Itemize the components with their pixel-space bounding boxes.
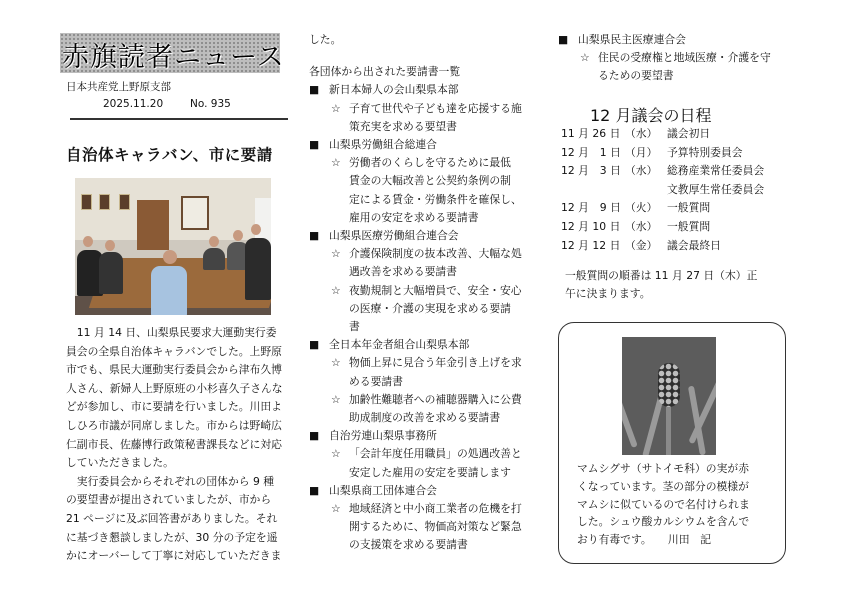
article-line: 市でも、県民大運動実行委員会から津布久博 <box>66 363 282 377</box>
request-item-line: 賃金の大幅改善と公契約条例の制 <box>349 174 511 188</box>
square-bullet-icon: ■ <box>309 229 320 243</box>
request-list-heading: 各団体から出された要請書一覧 <box>309 65 461 79</box>
square-bullet-icon: ■ <box>309 138 320 152</box>
schedule-row: 12 月 3 日 （水） 総務産業常任委員会 <box>561 164 765 178</box>
star-bullet-icon: ☆ <box>331 101 341 115</box>
article-line: 人さん、新婦人上野原班の小杉喜久子さんな <box>66 381 283 395</box>
nature-caption-line: した。シュウ酸カルシウムを含んで <box>577 515 750 529</box>
article-line: の要望書が提出されていましたが、市から <box>66 493 272 507</box>
request-item-line: の医療・介護の実現を求める要請 <box>349 301 511 315</box>
star-bullet-icon: ☆ <box>331 283 341 297</box>
request-org: ■ 山梨県医療労働組合連合会 <box>309 227 522 245</box>
request-column-right <box>558 31 771 86</box>
request-org: ■ 全日本年金者組合山梨県本部 <box>309 336 522 354</box>
request-item: ☆ 労働者のくらしを守るために最低 <box>309 154 522 172</box>
square-bullet-icon: ■ <box>309 338 320 352</box>
schedule-row: 11 月 26 日 （水） 議会初日 <box>561 127 711 140</box>
request-item-line: 定による賃金・労働条件を確保し、 <box>349 192 522 206</box>
article-headline: 自治体キャラバン、市に要請 <box>66 146 273 164</box>
star-bullet-icon: ☆ <box>331 247 341 261</box>
schedule-note <box>565 267 757 303</box>
article-line: していただきました。 <box>66 456 174 470</box>
nature-caption-line: マムシグサ（サトイモ科）の実が赤 <box>577 462 749 475</box>
nature-caption-line: くなっています。茎の部分の模様が <box>577 479 749 493</box>
plant-photo <box>622 337 716 455</box>
star-bullet-icon: ☆ <box>331 156 341 170</box>
schedule-title: 12 月議会の日程 <box>590 106 712 125</box>
request-org: ■ 新日本婦人の会山梨県本部 <box>309 81 522 99</box>
request-item: ☆ 物価上昇に見合う年金引き上げを求 <box>309 354 522 372</box>
request-item-line: の支援策を求める要請書 <box>349 538 468 552</box>
square-bullet-icon: ■ <box>309 429 320 443</box>
schedule-row: 12 月 9 日 （火） 一般質問 <box>561 201 711 215</box>
masthead-title: 赤旗読者ニュース <box>62 42 285 73</box>
request-item: ☆ 加齢性難聴者への補聴器購入に公費 <box>309 391 522 409</box>
request-org: ■ 山梨県商工団体連合会 <box>309 482 522 500</box>
request-org: ■ 山梨県労働組合総連合 <box>309 136 522 154</box>
article-line: どが参加し、市に要請を行いました。川田よ <box>66 400 282 414</box>
square-bullet-icon: ■ <box>309 483 320 497</box>
request-item-line: 安定した雇用の安定を要請します <box>349 465 511 479</box>
schedule-note-line: 一般質問の順番は 11 月 27 日（木）正 <box>565 269 758 282</box>
issue-date: 2025.11.20 <box>103 98 164 110</box>
star-bullet-icon: ☆ <box>331 502 341 516</box>
request-item-line: 策充実を求める要望書 <box>349 119 457 133</box>
masthead-rule <box>70 118 288 120</box>
request-column <box>309 31 522 555</box>
article-line: に基づき懇談しましたが、30 分の予定を遥 <box>66 530 278 544</box>
request-item: ☆ 介護保険制度の抜本改善、大幅な処 <box>309 245 522 263</box>
article-line: 21 ページに及ぶ回答書がありました。それ <box>66 511 278 525</box>
star-bullet-icon: ☆ <box>331 447 341 461</box>
request-item: ☆ 夜勤規制と大幅増員で、安全・安心 <box>309 282 522 300</box>
meeting-photo <box>75 178 271 315</box>
article-line: 11 月 14 日、山梨県民要求大運動実行委 <box>66 326 277 339</box>
issue-number: No. 935 <box>190 98 231 110</box>
nature-caption-line: マムシに似ているので名付けられま <box>577 497 750 511</box>
publisher: 日本共産党上野原支部 <box>66 81 171 93</box>
request-item: ☆ 住民の受療権と地域医療・介護を守 <box>558 49 771 67</box>
request-org: ■ 山梨県民主医療連合会 <box>558 31 771 49</box>
article-line: しひろ市議が同席しました。市からは野崎広 <box>66 418 282 432</box>
article-line: 員会の全県自治体キャラバンでした。上野原 <box>66 344 282 358</box>
request-item: ☆ 「会計年度任用職員」の処遇改善と <box>309 445 522 463</box>
article-line: 仁副市長、佐藤博行政策秘書課長などに対応 <box>66 437 282 451</box>
nature-caption <box>577 460 750 549</box>
request-item-line: める要請書 <box>349 374 403 388</box>
schedule-table <box>561 126 764 256</box>
request-org: ■ 自治労連山梨県事務所 <box>309 427 522 445</box>
star-bullet-icon: ☆ <box>331 356 341 370</box>
request-item: ☆ 地域経済と中小商工業者の危機を打 <box>309 500 522 518</box>
schedule-row: 12 月 1 日 （月） 予算特別委員会 <box>561 145 743 159</box>
star-bullet-icon: ☆ <box>580 51 590 65</box>
star-bullet-icon: ☆ <box>331 392 341 406</box>
article-line: かにオーバーして丁寧に対応していただきま <box>66 549 282 563</box>
square-bullet-icon: ■ <box>558 33 569 46</box>
schedule-row: 12 月 12 日 （金） 議会最終日 <box>561 238 721 252</box>
article-line: 実行委員会からそれぞれの団体から 9 種 <box>66 474 275 488</box>
square-bullet-icon: ■ <box>309 83 320 97</box>
request-item-line: るための要望書 <box>598 69 674 83</box>
request-item-line: 開するために、物価高対策など緊急 <box>349 520 522 534</box>
request-item-line: 書 <box>349 320 360 334</box>
article-body <box>66 324 283 566</box>
schedule-row: 12 月 10 日 （水） 一般質問 <box>561 219 711 233</box>
request-item-line: 雇用の安定を求める要請書 <box>349 210 479 224</box>
schedule-row: 文教厚生常任委員会 <box>667 182 765 196</box>
nature-caption-line: おり有毒です。 川田 記 <box>577 533 712 547</box>
request-item-line: 助成制度の改善を求める要請書 <box>349 411 501 425</box>
request-item-line: 遇改善を求める要請書 <box>349 265 457 279</box>
schedule-note-line: 午に決まります。 <box>565 287 651 300</box>
request-item: ☆ 子育て世代や子ども達を応援する施 <box>309 100 522 118</box>
article-continuation: した。 <box>309 33 342 46</box>
